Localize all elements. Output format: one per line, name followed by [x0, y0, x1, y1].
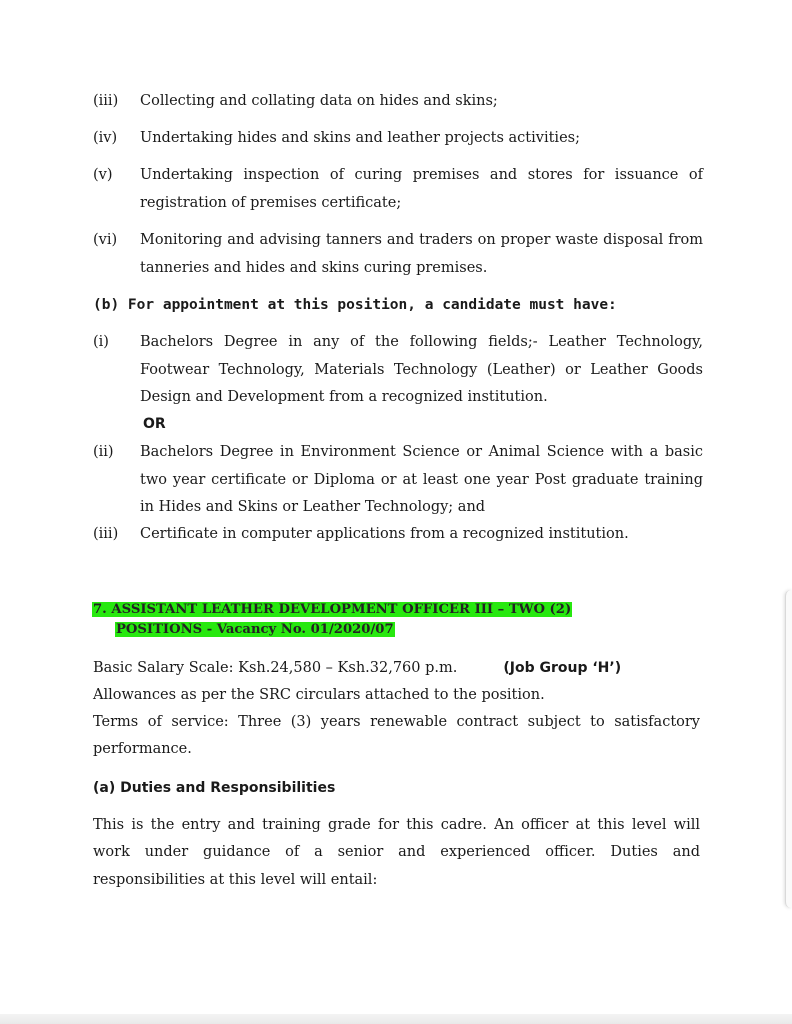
terms-of-service: Terms of service: Three (3) years renewable contract subject to satisfactory performance.	[93, 714, 700, 758]
list-number: (iii)	[93, 526, 119, 542]
list-number: (vi)	[93, 232, 118, 248]
duties-paragraph: This is the entry and training grade for this cadre. An officer at this level will work under guidance of a senior and experienced officer. Duties and responsibilities at this level will entail:	[93, 817, 700, 888]
allowances-line: Allowances as per the SRC circulars attached to the position.	[93, 687, 545, 703]
list-item-iii	[93, 88, 703, 116]
job-group: (Job Group ‘H’)	[503, 660, 622, 676]
list-text: Bachelors Degree in Environment Science or Animal Science with a basic two year certificate or Diploma or at least one year Post graduate training in Hides and Skins or Leather Technology; and	[140, 444, 703, 515]
page-bottom-edge	[0, 1014, 792, 1024]
section-title-line-2: POSITIONS - Vacancy No. 01/2020/07	[116, 622, 394, 637]
section-title-line-1: 7. ASSISTANT LEATHER DEVELOPMENT OFFICER III – TWO (2)	[93, 602, 572, 617]
list-item-v	[93, 162, 703, 217]
list-text: Monitoring and advising tanners and traders on proper waste disposal from tanneries and hides and skins curing premises.	[140, 232, 703, 276]
list-text: Bachelors Degree in any of the following fields;- Leather Technology, Footwear Technology, Materials Technology (Leather) or Leather Goods Design and Development from a recognized institution.	[140, 334, 703, 405]
list-text: Undertaking hides and skins and leather projects activities;	[140, 130, 580, 146]
salary-line	[93, 655, 700, 682]
section-7-title	[92, 600, 572, 640]
list-text: Collecting and collating data on hides and skins;	[140, 93, 498, 109]
requirement-item-i	[93, 329, 703, 412]
or-separator: OR	[143, 416, 166, 432]
list-item-iv	[93, 125, 703, 153]
list-number: (iv)	[93, 130, 118, 146]
duties-heading: (a) Duties and Responsibilities	[93, 780, 336, 796]
requirement-item-iii	[93, 521, 703, 549]
list-text: Certificate in computer applications from a recognized institution.	[140, 526, 629, 542]
list-number: (v)	[93, 167, 113, 183]
list-text: Undertaking inspection of curing premises and stores for issuance of registration of premises certificate;	[140, 167, 703, 211]
list-item-vi	[93, 227, 703, 282]
list-number: (iii)	[93, 93, 119, 109]
list-number: (ii)	[93, 444, 114, 460]
salary-scale: Basic Salary Scale: Ksh.24,580 – Ksh.32,760 p.m.	[93, 660, 458, 676]
page-scroll-edge	[785, 590, 792, 908]
requirements-heading: (b) For appointment at this position, a candidate must have:	[93, 297, 617, 313]
list-number: (i)	[93, 334, 109, 350]
requirement-item-ii	[93, 439, 703, 522]
